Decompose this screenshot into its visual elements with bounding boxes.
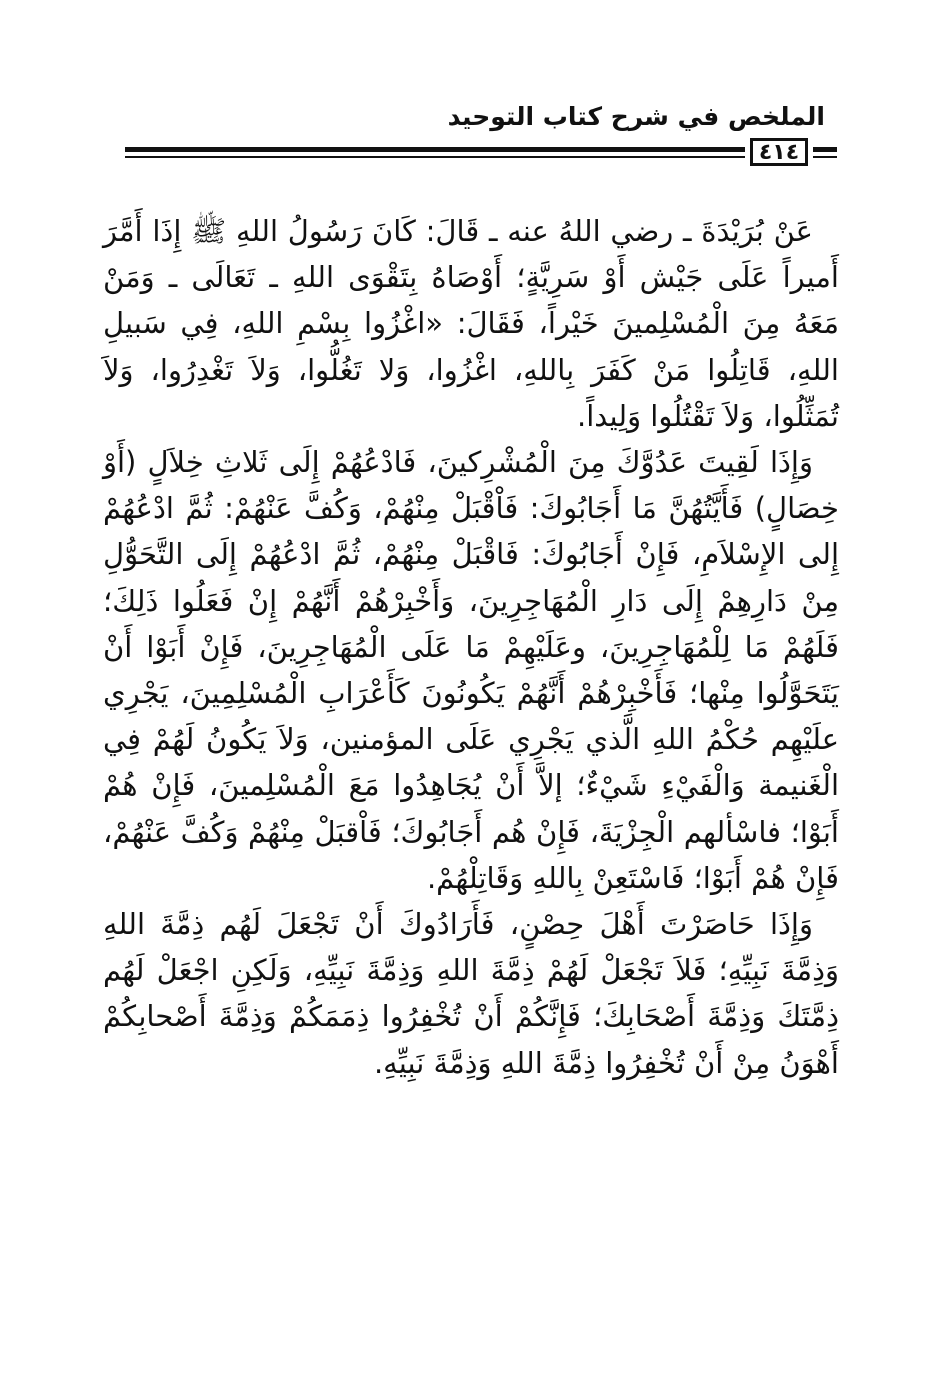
- header-rule-thick: [125, 147, 745, 152]
- header-rule-short-thin: [813, 156, 837, 158]
- paragraph-1: عَنْ بُرَيْدَةَ ـ رضي اللهُ عنه ـ قَالَ: كَانَ رَسُولُ اللهِ ﷺ إِذَا أَمَّرَ أَميراً عَلَى جَيْش أَوْ سَرِيَّةٍ؛ أَوْصَاهُ بِتَقْوَى اللهِ ـ تَعَالَى ـ وَمَنْ مَعَهُ مِنَ الْمُسْلِمينَ خَيْراً، فَقَالَ: «اغْزُوا بِسْمِ اللهِ، فِي سَبيلِ اللهِ، قَاتِلُوا مَنْ كَفَرَ بِاللهِ، اغْزُوا، وَلا تَغُلُّوا، وَلاَ تَغْدِرُوا، وَلاَ تُمَثِّلُوا، وَلاَ تَقْتُلُوا وَلِيداً.: [103, 214, 839, 433]
- header-rule-short-thick: [813, 147, 837, 152]
- paragraph-2: وَإِذَا لَقِيتَ عَدُوَّكَ مِنَ الْمُشْرِكينَ، فَادْعُهُمْ إِلَى ثَلاثِ خِلاَلٍ (أَوْ خِصَالٍ) فَأَيَّتُهُنَّ مَا أَجَابُوكَ: فَاْقْبَلْ مِنْهُمْ، وَكُفَّ عَنْهُمْ: ثُمَّ ادْعُهُمْ إِلى الإِسْلاَمِ، فَإِنْ أَجَابُوكَ: فَاقْبَلْ مِنْهُمْ، ثُمَّ ادْعُهُمْ إِلَى التَّحَوُّلِ مِنْ دَارِهِمْ إِلَى دَارِ الْمُهَاجِرِينَ، وَأَخْبِرْهُمْ أَنَّهُمْ إِنْ فَعَلُوا ذَلِكَ؛ فَلَهُمْ مَا لِلْمُهَاجِرِينَ، وعَلَيْهِمْ مَا عَلَى الْمُهَاجِرِينَ، فَإِنْ أَبَوْا أَنْ يَتَحَوَّلُوا مِنْها؛ فَأَخْبِرْهُمْ أَنَّهُمْ يَكُونُونَ كَأَعْرَابِ الْمُسْلِمِينَ، يَجْرِي علَيْهِم حُكْمُ اللهِ الَّذي يَجْرِي عَلَى المؤمنين، وَلاَ يَكُونُ لَهُمْ فِي الْغَنيمة وَالْفَيْءِ شَيْءٌ؛ إلاَّ أَنْ يُجَاهِدُوا مَعَ الْمُسْلِمينَ، فَإِنْ هُمْ أَبَوْا؛ فاسْألهم الْجِزْيَةَ، فَإِنْ هُم أَجَابُوكَ؛ فَاْقبَلْ مِنْهُمْ وَكُفَّ عَنْهُمْ، فَإِنْ هُمْ أَبَوْا؛ فَاسْتَعِنْ بِاللهِ وَقَاتِلْهُمْ.: [103, 445, 839, 895]
- main-text: [103, 208, 839, 1086]
- running-title: الملخص في شرح كتاب التوحيد: [447, 102, 825, 131]
- page-number: ٤١٤: [750, 138, 808, 166]
- paragraph-3: وَإِذَا حَاصَرْتَ أَهْلَ حِصْنٍ، فَأَرَادُوكَ أَنْ تَجْعَلَ لَهُم ذِمَّةَ اللهِ وَذِمَّةَ نَبِيِّهِ؛ فَلاَ تَجْعَلْ لَهُمْ ذِمَّةَ اللهِ وَذِمَّةَ نَبِيِّهِ، وَلَكِنِ اجْعَلْ لَهُم ذِمَّتَكَ وَذِمَّةَ أَصْحَابِكَ؛ فَإِنَّكُمْ أَنْ تُخْفِرُوا ذِمَمَكُمْ وَذِمَّةَ أَصْحابِكُمْ أَهْوَنُ مِنْ أَنْ تُخْفِرُوا ذِمَّةَ اللهِ وَذِمَّةَ نَبِيِّهِ.: [103, 907, 839, 1080]
- header-rule-thin: [125, 156, 745, 158]
